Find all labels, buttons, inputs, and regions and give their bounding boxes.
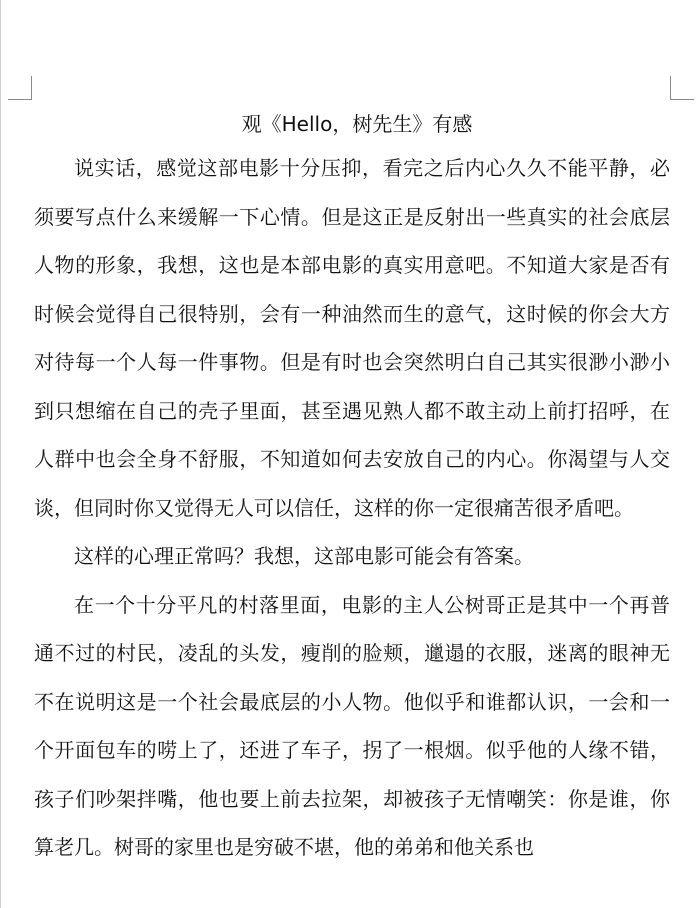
crop-mark-top-left-vertical	[31, 76, 32, 100]
paragraph-3: 在一个十分平凡的村落里面，电影的主人公树哥正是其中一个再普通不过的村民，凌乱的头发，瘦削的脸颊，邋遢的衣服，迷离的眼神无不在说明这是一个社会最底层的小人物。他似乎和谁都认识，一会和一个开面包车的唠上了，还进了车子，拐了一根烟。似乎他的人缘不错，孩子们吵架拌嘴，他也要上前去拉架，却被孩子无情嘲笑：你是谁，你算老几。树哥的家里也是穷破不堪，他的弟弟和他关系也	[34, 592, 670, 859]
crop-mark-top-left	[8, 99, 32, 100]
crop-mark-top-right-vertical	[670, 76, 671, 100]
paragraph-1: 说实话，感觉这部电影十分压抑，看完之后内心久久不能平静，必须要写点什么来缓解一下心情。但是这正是反射出一些真实的社会底层人物的形象，我想，这也是本部电影的真实用意吧。不知道大家是否有时候会觉得自己很特别，会有一种油然而生的意气，这时候的你会大方对待每一个人每一件事物。但是有时也会突然明白自己其实很渺小渺小到只想缩在自己的壳子里面，甚至遇见熟人都不敢主动上前打招呼，在人群中也会全身不舒服，不知道如何去安放自己的内心。你渴望与人交谈，但同时你又觉得无人可以信任，这样的你一定很痛苦很矛盾吧。	[34, 156, 670, 520]
crop-mark-top-right	[670, 99, 694, 100]
page-left-edge	[0, 0, 1, 908]
document-body	[34, 104, 670, 872]
paragraph-2: 这样的心理正常吗？我想，这部电影可能会有答案。	[74, 544, 534, 568]
document-title: 观《Hello，树先生》有感	[241, 112, 473, 136]
